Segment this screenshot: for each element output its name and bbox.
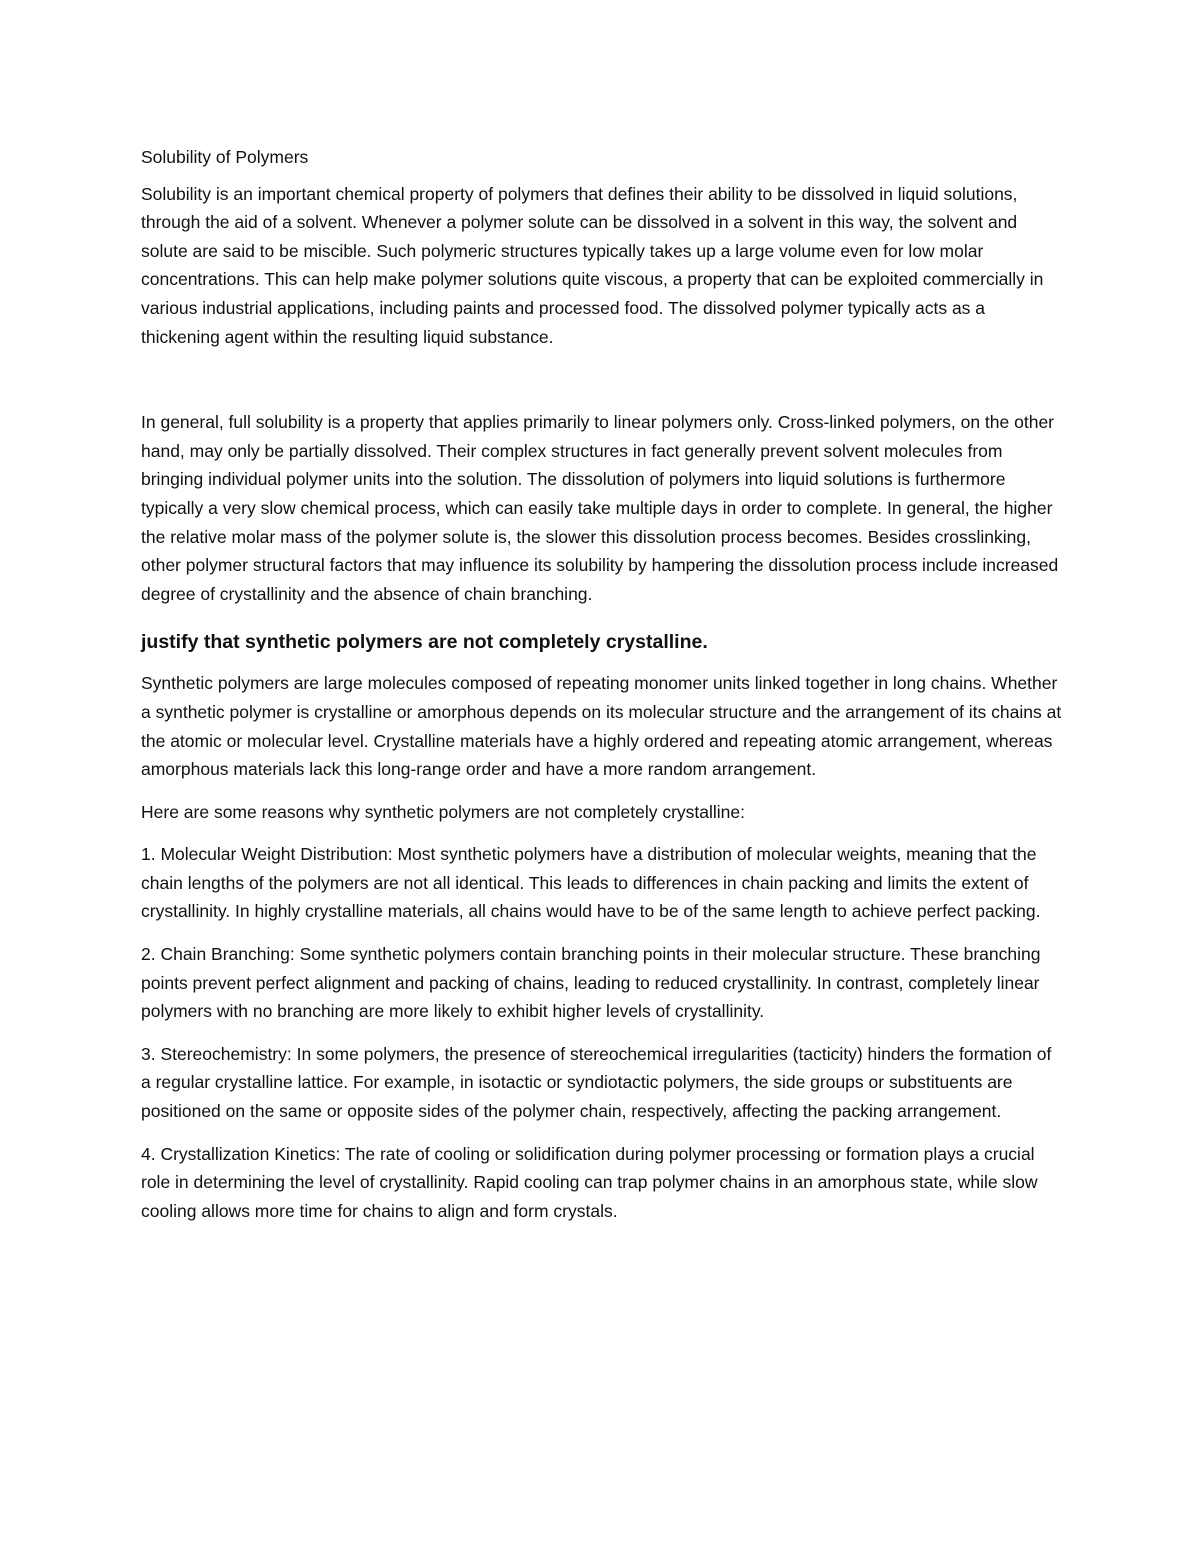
- paragraph-solubility-definition: Solubility is an important chemical property of polymers that defines their ability to be dissolved in liquid solutions, through the aid of a solvent. Whenever a polymer solute can be dissolved in a solvent in this way, the solvent and solute are said to be miscible. Such polymeric structures typically takes up a large volume even for low molar concentrations. This can help make polymer solutions quite viscous, a property that can be exploited commercially in various industrial applications, including paints and processed food. The dissolved polymer typically acts as a thickening agent within the resulting liquid substance.: [141, 183, 1044, 347]
- reason-item-3: 3. Stereochemistry: In some polymers, the presence of stereochemical irregularities (tacticity) hinders the formation of a regular crystalline lattice. For example, in isotactic or syndiotactic polymers, the side groups or substituents are positioned on the same or opposite sides of the polymer chain, respectively, affecting the packing arrangement.: [141, 1043, 1052, 1122]
- document-title: Solubility of Polymers: [141, 147, 309, 167]
- paragraph-synthetic-polymers: Synthetic polymers are large molecules composed of repeating monomer units linked together in long chains. Whether a synthetic polymer is crystalline or amorphous depends on its molecular structure and the arrangement of its chains at the atomic or molecular level. Crystalline materials have a highly ordered and repeating atomic arrangement, whereas amorphous materials lack this long-range order and have a more random arrangement.: [141, 673, 1062, 780]
- paragraph-general-solubility: In general, full solubility is a property that applies primarily to linear polymers only. Cross-linked polymers, on the other hand, may only be partially dissolved. Their complex structures in fact generally prevent solvent molecules from bringing individual polymer units into the solution. The dissolution of polymers into liquid solutions is furthermore typically a very slow chemical process, which can easily take multiple days in order to complete. In general, the higher the relative molar mass of the polymer solute is, the slower this dissolution process becomes. Besides crosslinking, other polymer structural factors that may influence its solubility by hampering the dissolution process include increased degree of crystallinity and the absence of chain branching.: [141, 412, 1059, 604]
- section-heading: justify that synthetic polymers are not completely crystalline.: [141, 631, 708, 654]
- reason-item-1: 1. Molecular Weight Distribution: Most synthetic polymers have a distribution of molecular weights, meaning that the chain lengths of the polymers are not all identical. This leads to differences in chain packing and limits the extent of crystallinity. In highly crystalline materials, all chains would have to be of the same length to achieve perfect packing.: [141, 844, 1041, 922]
- document-body: [141, 143, 1065, 1225]
- reason-item-2: 2. Chain Branching: Some synthetic polymers contain branching points in their molecular structure. These branching points prevent perfect alignment and packing of chains, leading to reduced crystallinity. In contrast, completely linear polymers with no branching are more likely to exhibit higher levels of crystallinity.: [141, 944, 1041, 1022]
- reason-item-4: 4. Crystallization Kinetics: The rate of cooling or solidification during polymer processing or formation plays a crucial role in determining the level of crystallinity. Rapid cooling can trap polymer chains in an amorphous state, while slow cooling allows more time for chains to align and form crystals.: [141, 1143, 1038, 1221]
- paragraph-reasons-intro: Here are some reasons why synthetic polymers are not completely crystalline:: [141, 801, 745, 822]
